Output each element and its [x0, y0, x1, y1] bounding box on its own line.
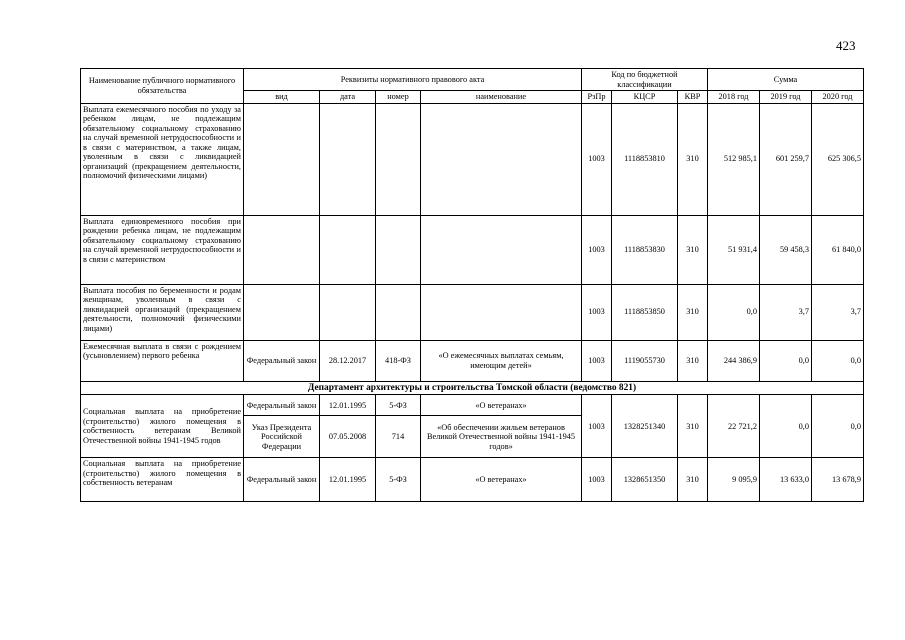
header-2020: 2020 год — [812, 91, 864, 104]
act-type: Указ Президента Российской Федерации — [244, 416, 320, 458]
rzpr-cell: 1003 — [582, 395, 612, 458]
kcsr-cell: 1328251340 — [612, 395, 678, 458]
header-2018: 2018 год — [708, 91, 760, 104]
sum-2019: 59 458,3 — [760, 215, 812, 284]
sum-2019: 13 633,0 — [760, 458, 812, 502]
obligation-name: Выплата пособия по беременности и родам женщинам, уволенным в связи с ликвидацией организаций (прекращением деятельности, полномочий физическими лицами) — [81, 284, 244, 340]
act-date: 28.12.2017 — [320, 340, 376, 381]
header-obligation: Наименование публичного нормативного обязательства — [81, 69, 244, 104]
sum-2019: 0,0 — [760, 395, 812, 458]
header-rzpr: РзПр — [582, 91, 612, 104]
header-name: наименование — [421, 91, 582, 104]
kcsr-cell: 1119055730 — [612, 340, 678, 381]
obligations-table — [80, 68, 864, 502]
header-act-details: Реквизиты нормативного правового акта — [244, 69, 582, 91]
table-row — [81, 458, 864, 502]
kvr-cell: 310 — [678, 458, 708, 502]
act-date: 12.01.1995 — [320, 395, 376, 416]
kcsr-cell: 1118853850 — [612, 284, 678, 340]
sum-2020: 0,0 — [812, 340, 864, 381]
sum-2020: 0,0 — [812, 395, 864, 458]
act-number: 714 — [376, 416, 421, 458]
sum-2020: 3,7 — [812, 284, 864, 340]
act-number: 418-ФЗ — [376, 340, 421, 381]
act-date: 12.01.1995 — [320, 458, 376, 502]
obligation-name: Социальная выплата на приобретение (строительство) жилого помещения в собственность ветеранам Великой Отечественной войны 1941-1945 годов — [81, 395, 244, 458]
act-type: Федеральный закон — [244, 395, 320, 416]
header-budget-code: Код по бюджетной классификации — [582, 69, 708, 91]
kvr-cell: 310 — [678, 284, 708, 340]
obligation-name: Социальная выплата на приобретение (строительство) жилого помещения в собственность ветеранам — [81, 458, 244, 502]
act-name: «О ветеранах» — [421, 395, 582, 416]
obligation-name: Выплата ежемесячного пособия по уходу за ребенком лицам, не подлежащим обязательному социальному страхованию на случай временной нетрудоспособности и в связи с материнством, а также лицам, уволенным в связи с ликвидацией организаций (прекращением деятельности, полномочий физическими лицами) — [81, 103, 244, 215]
rzpr-cell: 1003 — [582, 103, 612, 215]
act-number: 5-ФЗ — [376, 395, 421, 416]
kvr-cell: 310 — [678, 103, 708, 215]
table-row — [81, 103, 864, 215]
table-row — [81, 215, 864, 284]
page-number: 423 — [836, 38, 856, 53]
sum-2020: 61 840,0 — [812, 215, 864, 284]
act-name: «О ветеранах» — [421, 458, 582, 502]
kvr-cell: 310 — [678, 340, 708, 381]
sum-2020: 625 306,5 — [812, 103, 864, 215]
sum-2018: 51 931,4 — [708, 215, 760, 284]
header-date: дата — [320, 91, 376, 104]
act-type: Федеральный закон — [244, 340, 320, 381]
sum-2019: 3,7 — [760, 284, 812, 340]
kvr-cell: 310 — [678, 215, 708, 284]
obligation-name: Ежемесячная выплата в связи с рождением (усыновлением) первого ребенка — [81, 340, 244, 381]
table-row — [81, 340, 864, 381]
obligation-name: Выплата единовременного пособия при рождении ребенка лицам, не подлежащим обязательному социальному страхованию на случай временной нетрудоспособности и в связи с материнством — [81, 215, 244, 284]
act-name: «Об обеспечении жильем ветеранов Великой Отечественной войны 1941-1945 годов» — [421, 416, 582, 458]
header-type: вид — [244, 91, 320, 104]
sum-2018: 512 985,1 — [708, 103, 760, 215]
kcsr-cell: 1118853830 — [612, 215, 678, 284]
sum-2018: 0,0 — [708, 284, 760, 340]
sum-2019: 601 259,7 — [760, 103, 812, 215]
header-2019: 2019 год — [760, 91, 812, 104]
rzpr-cell: 1003 — [582, 215, 612, 284]
act-name: «О ежемесячных выплатах семьям, имеющим детей» — [421, 340, 582, 381]
kcsr-cell: 1328651350 — [612, 458, 678, 502]
sum-2018: 9 095,9 — [708, 458, 760, 502]
sum-2018: 22 721,2 — [708, 395, 760, 458]
sum-2019: 0,0 — [760, 340, 812, 381]
sum-2020: 13 678,9 — [812, 458, 864, 502]
header-number: номер — [376, 91, 421, 104]
act-type: Федеральный закон — [244, 458, 320, 502]
header-sum: Сумма — [708, 69, 864, 91]
kcsr-cell: 1118853810 — [612, 103, 678, 215]
table-row — [81, 284, 864, 340]
rzpr-cell: 1003 — [582, 340, 612, 381]
department-header: Департамент архитектуры и строительства Томской области (ведомство 821) — [81, 381, 864, 395]
header-kvr: КВР — [678, 91, 708, 104]
act-date: 07.05.2008 — [320, 416, 376, 458]
rzpr-cell: 1003 — [582, 284, 612, 340]
act-number: 5-ФЗ — [376, 458, 421, 502]
sum-2018: 244 386,9 — [708, 340, 760, 381]
table-row — [81, 395, 864, 416]
rzpr-cell: 1003 — [582, 458, 612, 502]
kvr-cell: 310 — [678, 395, 708, 458]
header-kcsr: КЦСР — [612, 91, 678, 104]
